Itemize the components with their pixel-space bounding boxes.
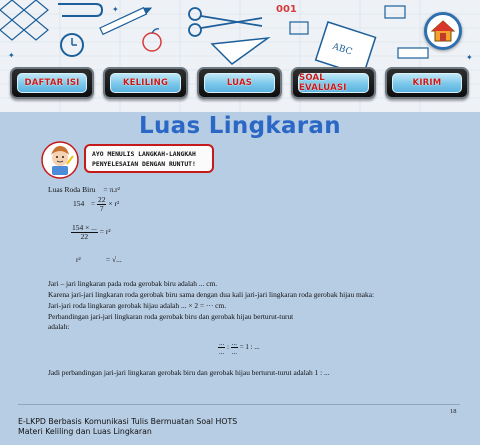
paragraph: Karena jari-jari lingkaran roda gerobak biru sama dengan dua kali jari-jari lingkaran roda gerobak hijau maka: <box>48 290 375 299</box>
header-banner <box>0 0 480 112</box>
nav-luas-button[interactable] <box>197 67 282 99</box>
nav-label: LUAS <box>226 78 253 88</box>
equation-tail: × r² <box>108 199 120 209</box>
equation-lhs: r² <box>76 255 81 264</box>
paragraph: adalah: <box>48 322 70 331</box>
svg-text:✦: ✦ <box>466 53 473 62</box>
fraction-numerator: ... <box>231 339 237 347</box>
equation-rhs: = π.r² <box>103 185 120 194</box>
svg-text:ABC: ABC <box>331 41 354 58</box>
equation-line-3 <box>71 224 111 241</box>
content-area <box>0 112 480 445</box>
nav-label: KIRIM <box>412 78 442 88</box>
equation-line-4 <box>76 255 122 264</box>
fraction-numerator: 22 <box>97 195 106 204</box>
page-title: Luas Lingkaran <box>139 113 341 139</box>
svg-text:✦: ✦ <box>8 51 15 60</box>
fraction-denominator: 22 <box>80 232 89 241</box>
footer-line-1: E-LKPD Berbasis Komunikasi Tulis Bermuatan Soal HOTS <box>18 417 238 426</box>
equation-sign: = <box>90 199 96 209</box>
home-icon <box>430 18 456 44</box>
fraction-numerator: ... <box>219 339 225 347</box>
ratio-equation: $\frac{...}{...}$ : $\frac{...}{...}$ = 1 : ... <box>219 339 260 356</box>
fraction-denominator: ... <box>219 348 225 356</box>
nav-soal-evaluasi-button[interactable] <box>291 67 376 99</box>
fraction <box>231 339 238 356</box>
page-number: 18 <box>450 408 457 415</box>
equation-rhs: = r² <box>99 227 111 237</box>
callout-line: AYO MENULIS LANGKAH-LANGKAH <box>92 150 196 158</box>
nav-label: KELILING <box>122 78 169 88</box>
home-button[interactable] <box>424 12 462 50</box>
nav-keliling-button[interactable] <box>103 67 188 99</box>
student-avatar-icon <box>40 140 80 180</box>
paragraph: Jari – jari lingkaran pada roda gerobak biru adalah ... cm. <box>48 279 218 288</box>
svg-text:✦: ✦ <box>112 5 119 14</box>
footer-divider <box>18 404 460 405</box>
footer-line-2: Materi Keliling dan Luas Lingkaran <box>18 427 152 436</box>
equation-line-2 <box>73 196 119 213</box>
equation-lhs: 154 <box>73 199 85 209</box>
callout-line: PENYELESAIAN DENGAN RUNTUT! <box>92 160 196 168</box>
fraction <box>71 224 98 241</box>
nav-daftar-isi-button[interactable] <box>10 67 94 99</box>
fraction-numerator: 154 × ... <box>72 223 97 232</box>
nav-kirim-button[interactable] <box>385 67 469 99</box>
main-nav <box>0 67 480 101</box>
fraction-denominator: ... <box>231 348 237 356</box>
fraction <box>218 339 225 356</box>
paragraph: Jari-jari roda lingkaran gerobak hijau adalah ... × 2 = ··· cm. <box>48 301 227 310</box>
nav-label: SOAL EVALUASI <box>299 73 347 93</box>
fraction-denominator: 7 <box>99 204 104 213</box>
ratio-rhs: = 1 : ... <box>239 343 260 352</box>
equation-line-1 <box>48 185 120 194</box>
paragraph: Perbandingan jari-jari lingkaran roda gerobak biru dan gerobak hijau berturut-turut <box>48 312 294 321</box>
svg-text:001: 001 <box>276 4 297 15</box>
nav-label: DAFTAR ISI <box>24 78 80 88</box>
instruction-callout <box>84 144 214 173</box>
fraction <box>97 196 107 213</box>
equation-rhs: = √... <box>105 255 122 264</box>
equation-label: Luas Roda Biru <box>48 185 96 194</box>
paragraph: Jadi perbandingan jari-jari lingkaran gerobak biru dan gerobak hijau berturut-turut adalah 1 : ... <box>48 368 330 377</box>
